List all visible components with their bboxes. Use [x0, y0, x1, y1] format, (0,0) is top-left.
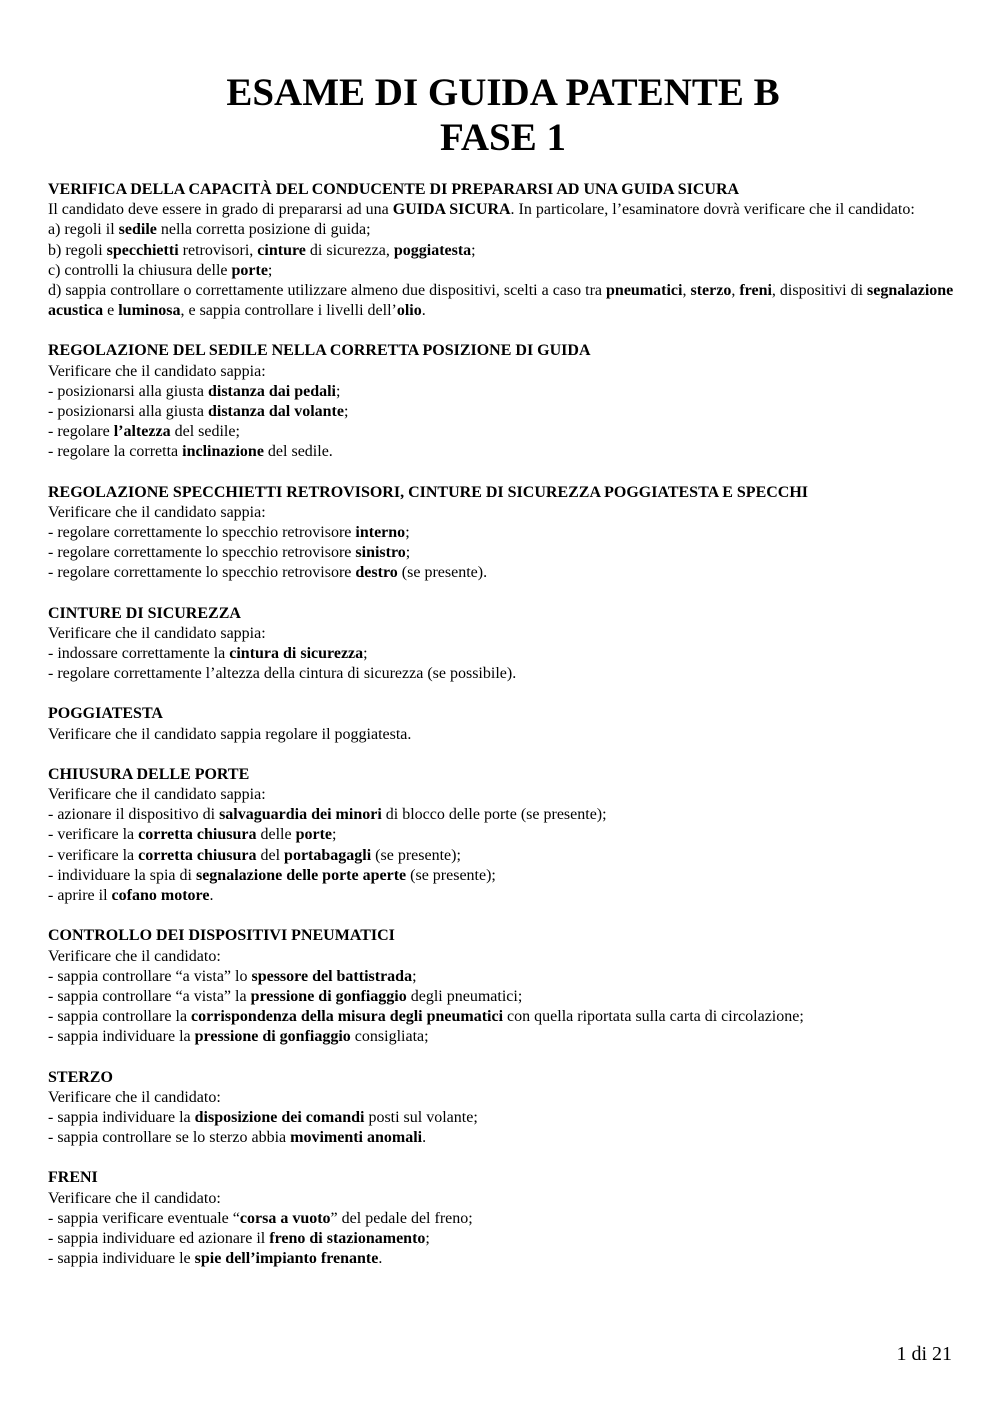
bold-text: porte	[295, 826, 333, 844]
text-segment: c) controlli la chiusura delle	[48, 261, 232, 279]
text-segment: delle	[256, 826, 296, 844]
body-line	[48, 1007, 958, 1027]
text-segment: - regolare correttamente lo specchio retrovisore	[48, 524, 356, 542]
bold-text: sinistro	[355, 544, 406, 562]
text-segment: Verificare che il candidato:	[48, 947, 221, 965]
body-line	[48, 1209, 958, 1229]
text-segment: Verificare che il candidato sappia:	[48, 503, 266, 521]
text-segment: - regolare correttamente lo specchio retrovisore	[48, 564, 356, 582]
text-segment: e	[103, 302, 119, 320]
bold-text: spessore del battistrada	[251, 967, 413, 985]
text-segment: (se presente);	[371, 846, 461, 864]
bold-text: corretta chiusura	[138, 826, 257, 844]
bold-text: GUIDA SICURA	[392, 201, 511, 219]
text-segment: ;	[405, 524, 410, 542]
text-segment: .	[378, 1250, 383, 1268]
section	[48, 341, 958, 462]
bold-text: inclinazione	[182, 443, 264, 461]
title-block	[48, 70, 958, 160]
bold-text: destro	[355, 564, 398, 582]
text-segment: - posizionarsi alla giusta	[48, 382, 208, 400]
body-line	[48, 1229, 958, 1249]
text-segment: Verificare che il candidato sappia:	[48, 786, 266, 804]
body-line	[48, 281, 958, 321]
bold-text: pneumatici	[606, 282, 683, 300]
bold-text: pressione di gonfiaggio	[250, 987, 407, 1005]
section	[48, 926, 958, 1047]
text-segment: - sappia controllare “a vista” lo	[48, 967, 252, 985]
section-heading: CINTURE DI SICUREZZA	[48, 604, 241, 622]
text-segment: di blocco delle porte (se presente);	[381, 806, 607, 824]
bold-text: segnalazione acustica	[48, 282, 954, 320]
bold-text: salvaguardia dei minori	[219, 806, 382, 824]
text-segment: - regolare correttamente l’altezza della cintura di sicurezza (se possibile).	[48, 665, 517, 683]
body-line	[48, 241, 958, 261]
text-segment: ;	[471, 241, 476, 259]
body-line	[48, 503, 958, 523]
text-segment: Il candidato deve essere in grado di prepararsi ad una	[48, 201, 393, 219]
section	[48, 483, 958, 584]
bold-text: corsa a vuoto	[239, 1209, 331, 1227]
body-line	[48, 382, 958, 402]
text-segment: di sicurezza,	[305, 241, 394, 259]
text-segment: - posizionarsi alla giusta	[48, 403, 208, 421]
section-heading: POGGIATESTA	[48, 705, 163, 723]
section-heading: CHIUSURA DELLE PORTE	[48, 765, 250, 783]
text-segment: - sappia controllare “a vista” la	[48, 987, 251, 1005]
body-line	[48, 624, 958, 644]
bold-text: movimenti anomali	[290, 1129, 423, 1147]
body-line	[48, 543, 958, 563]
text-segment: .	[421, 302, 426, 320]
text-segment: a) regoli il	[48, 221, 119, 239]
text-segment: - indossare correttamente la	[48, 645, 230, 663]
text-segment: Verificare che il candidato:	[48, 1189, 221, 1207]
body-line	[48, 866, 958, 886]
text-segment: - regolare	[48, 423, 114, 441]
body-line	[48, 664, 958, 684]
text-segment: ;	[405, 544, 411, 562]
text-segment: nella corretta posizione di guida;	[156, 221, 371, 239]
bold-text: spie dell’impianto frenante	[194, 1250, 379, 1268]
text-segment: - sappia verificare eventuale “	[48, 1209, 240, 1227]
bold-text: sedile	[118, 221, 157, 239]
text-segment: ;	[343, 403, 349, 421]
bold-text: specchietti	[106, 241, 179, 259]
text-segment: .	[422, 1129, 427, 1147]
text-segment: del	[256, 846, 285, 864]
text-segment: ;	[267, 261, 273, 279]
body-line	[48, 261, 958, 281]
bold-text: l’altezza	[113, 423, 171, 441]
body-line	[48, 947, 958, 967]
body-line	[48, 644, 958, 664]
sections-container	[48, 180, 958, 1269]
text-segment: ;	[412, 967, 417, 985]
bold-text: portabagagli	[284, 846, 372, 864]
bold-text: corretta chiusura	[138, 846, 257, 864]
text-segment: - sappia individuare le	[48, 1250, 195, 1268]
text-segment: ,	[731, 282, 740, 300]
bold-text: freno di stazionamento	[269, 1229, 426, 1247]
document-page	[48, 70, 958, 1289]
bold-text: sterzo	[690, 282, 732, 300]
section	[48, 765, 958, 906]
text-segment: - sappia individuare la	[48, 1108, 195, 1126]
text-segment: .	[209, 887, 214, 905]
section-heading: VERIFICA DELLA CAPACITÀ DEL CONDUCENTE DI PREPARARSI AD UNA GUIDA SICURA	[48, 181, 740, 198]
bold-text: cofano motore	[111, 887, 210, 905]
body-line	[48, 725, 958, 745]
body-line	[48, 523, 958, 543]
body-line	[48, 785, 958, 805]
body-line	[48, 1108, 958, 1128]
text-segment: ;	[425, 1229, 430, 1247]
text-segment: , e sappia controllare i livelli dell’	[180, 302, 397, 320]
text-segment: del sedile;	[170, 423, 240, 441]
section-heading: REGOLAZIONE DEL SEDILE NELLA CORRETTA POSIZIONE DI GUIDA	[48, 342, 591, 360]
bold-text: distanza dai pedali	[207, 382, 336, 400]
text-segment: ” del pedale del freno;	[330, 1209, 473, 1227]
text-segment: - sappia individuare la	[48, 1028, 195, 1046]
text-segment: degli pneumatici;	[406, 987, 523, 1005]
body-line	[48, 1027, 958, 1047]
text-segment: - verificare la	[48, 826, 139, 844]
text-segment: posti sul volante;	[364, 1108, 478, 1126]
text-segment: (se presente).	[397, 564, 488, 582]
title-line-2: FASE 1	[439, 116, 567, 159]
section	[48, 1068, 958, 1149]
section	[48, 604, 958, 685]
body-line	[48, 805, 958, 825]
text-segment: del sedile.	[263, 443, 333, 461]
body-line	[48, 563, 958, 583]
text-segment: , dispositivi di	[771, 282, 868, 300]
text-segment: con quella riportata sulla carta di circolazione;	[503, 1008, 804, 1026]
section	[48, 1168, 958, 1269]
body-line	[48, 825, 958, 845]
body-line	[48, 846, 958, 866]
bold-text: pressione di gonfiaggio	[194, 1028, 351, 1046]
bold-text: interno	[355, 524, 406, 542]
text-segment: ;	[363, 645, 368, 663]
text-segment: consigliata;	[350, 1028, 429, 1046]
body-line	[48, 987, 958, 1007]
page-number: 1 di 21	[896, 1343, 952, 1365]
body-line	[48, 200, 958, 220]
bold-text: poggiatesta	[393, 241, 472, 259]
body-line	[48, 886, 958, 906]
text-segment: b) regoli	[48, 241, 107, 259]
bold-text: cintura di sicurezza	[229, 645, 364, 663]
text-segment: ;	[332, 826, 337, 844]
section-heading: CONTROLLO DEI DISPOSITIVI PNEUMATICI	[48, 927, 395, 945]
bold-text: corrispondenza della misura degli pneumatici	[191, 1008, 504, 1026]
body-line	[48, 1088, 958, 1108]
text-segment: . In particolare, l’esaminatore dovrà verificare che il candidato:	[510, 201, 915, 219]
bold-text: freni	[739, 282, 772, 300]
bold-text: segnalazione delle porte aperte	[195, 866, 407, 884]
text-segment: (se presente);	[406, 866, 496, 884]
bold-text: disposizione dei comandi	[194, 1108, 365, 1126]
section-heading: STERZO	[48, 1068, 113, 1086]
text-segment: d) sappia controllare o correttamente utilizzare almeno due dispositivi, scelti a caso tra	[48, 282, 607, 300]
text-segment: - verificare la	[48, 846, 139, 864]
text-segment: - sappia controllare se lo sterzo abbia	[48, 1129, 291, 1147]
text-segment: ,	[682, 282, 691, 300]
bold-text: olio	[396, 302, 422, 320]
text-segment: ;	[336, 382, 341, 400]
body-line	[48, 220, 958, 240]
text-segment: - azionare il dispositivo di	[48, 806, 220, 824]
text-segment: retrovisori,	[178, 241, 258, 259]
text-segment: - aprire il	[48, 887, 112, 905]
text-segment: - regolare correttamente lo specchio retrovisore	[48, 544, 356, 562]
bold-text: porte	[231, 261, 268, 279]
section-heading: FRENI	[48, 1169, 98, 1187]
bold-text: cinture	[257, 241, 306, 259]
body-line	[48, 1189, 958, 1209]
body-line	[48, 422, 958, 442]
text-segment: Verificare che il candidato sappia regolare il poggiatesta.	[48, 725, 412, 743]
text-segment: Verificare che il candidato:	[48, 1088, 221, 1106]
text-segment: - regolare la corretta	[48, 443, 183, 461]
bold-text: distanza dal volante	[207, 403, 344, 421]
title-line-1: ESAME DI GUIDA PATENTE B	[226, 71, 780, 114]
body-line	[48, 1249, 958, 1269]
text-segment: Verificare che il candidato sappia:	[48, 362, 266, 380]
body-line	[48, 967, 958, 987]
text-segment: Verificare che il candidato sappia:	[48, 624, 266, 642]
text-segment: - sappia controllare la	[48, 1008, 192, 1026]
section-heading: REGOLAZIONE SPECCHIETTI RETROVISORI, CINTURE DI SICUREZZA POGGIATESTA E SPECCHI	[48, 483, 809, 501]
body-line	[48, 362, 958, 382]
text-segment: - sappia individuare ed azionare il	[48, 1229, 270, 1247]
body-line	[48, 402, 958, 422]
bold-text: luminosa	[118, 302, 181, 320]
text-segment: - individuare la spia di	[48, 866, 196, 884]
section	[48, 180, 958, 321]
body-line	[48, 1128, 958, 1148]
body-line	[48, 442, 958, 462]
section	[48, 704, 958, 744]
